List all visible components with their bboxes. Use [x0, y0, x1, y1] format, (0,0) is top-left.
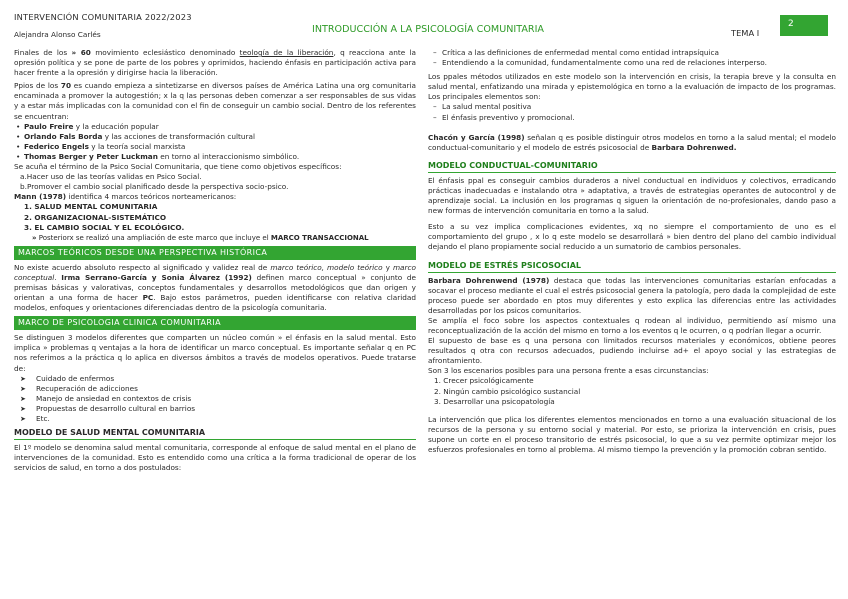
list-item: ➤ Recuperación de adicciones	[14, 384, 416, 394]
page-number-badge: 2	[780, 15, 828, 36]
scenario-item: 1. Crecer psicológicamente	[434, 376, 534, 386]
paragraph-primer-modelo: El 1º modelo se denomina salud mental comunitaria, corresponde al enfoque de salud mental en el plano de intervenciones de la comunidad. Esto es entendido como una crítica a la forma tradicional de operar de los servicios de salud, en torno a dos postulados:	[14, 443, 416, 473]
elementos-list	[428, 102, 836, 122]
paragraph-seventies: Ppios de los 70 es cuando empieza a sintetizarse en diversos países de América Latina una org comunitaria encaminada a promover la autogestión; x la q las personas deben comenzar a ser responsables de sus vidas y a estar más implicadas con la comunidad con el fin de conseguir un cambio social. Dentro de los referentes se encuentran:	[14, 81, 416, 121]
postulados-list	[428, 48, 836, 68]
subheading-estres: MODELO DE ESTRÉS PSICOSOCIAL	[428, 260, 836, 273]
list-item: – Entendiendo a la comunidad, fundamentalmente como una red de relaciones interperso.	[428, 58, 836, 68]
subheading-salud-mental: MODELO DE SALUD MENTAL COMUNITARIA	[14, 427, 416, 440]
list-item: ➤ Etc.	[14, 414, 416, 424]
list-item: • Paulo Freire y la educación popular	[14, 122, 416, 132]
list-item: • Federico Engels y la teoría social marxista	[14, 142, 416, 152]
list-item: ➤ Manejo de ansiedad en contextos de crisis	[14, 394, 416, 404]
paragraph-metodos: Los ppales métodos utilizados en este modelo son la intervención en crisis, la terapia breve y la consulta en salud mental, enfatizando una mirada y epistemológica en torno a la evaluación de impacto de los programas. Los principales elementos son:	[428, 72, 836, 102]
paragraph-transaccional: » Posteriorx se realizó una ampliación de este marco que incluye el MARCO TRANSACCIONAL	[32, 233, 369, 242]
scenario-item: 3. Desarrollar una psicopatología	[434, 396, 555, 406]
paragraph-chacon: Chacón y García (1998) señalan q es posible distinguir otros modelos en torno a la salud mental; el modelo conductual-comunitario y el modelo de estrés psicosocial de Barbara Dohrenwed.	[428, 132, 836, 152]
paragraph-complicaciones: Esto a su vez implica complicaciones evidentes, xq no siempre el comportamiento de uno es el comportamiento del grupo , x lo q este modelo se desarrollará » bien dentro del plano del cambio individual dejando el plano propiamente social reducido a un sumatorio de cambios personales.	[428, 222, 836, 252]
marco-item: 1. SALUD MENTAL COMUNITARIA	[24, 202, 158, 212]
list-item: ➤ Propuestas de desarrollo cultural en barrios	[14, 404, 416, 414]
right-column	[428, 48, 836, 455]
paragraph-conductual: El énfasis ppal es conseguir cambios duraderos a nivel conductual en individuos y colectivos, erradicando prácticas inadecuadas e instalando otra » adaptativa, a través de estrategias operantes de autocontrol y de aprendizaje social. La inclusión en los programas q siguen la orientación de no-profesionales, dando paso a new formas de intervención comunitaria en torno a la salud.	[428, 175, 836, 216]
objective-b: b.Promover el cambio social planificado desde la perspectiva socio-psico.	[20, 182, 289, 192]
scenario-item: 2. Ningún cambio psicológico sustancial	[434, 386, 581, 396]
marco-item: 3. EL CAMBIO SOCIAL Y EL ECOLÓGICO.	[24, 222, 185, 232]
operative-list	[14, 374, 416, 424]
paragraph-objectives: Se acuña el término de la Psico Social Comunitaria, que tiene como objetivos específicos:	[14, 162, 342, 172]
section-bar-marcos: MARCOS TEÓRICOS DESDE UNA PERSPECTIVA HISTÓRICA	[14, 246, 416, 260]
list-item: – La salud mental positiva	[428, 102, 836, 112]
referents-list	[14, 122, 416, 162]
list-item: – El énfasis preventivo y promocional.	[428, 113, 836, 123]
paragraph-tres-modelos: Se distinguen 3 modelos diferentes que comparten un núcleo común » el énfasis en la salud mental. Esto implica » problemas q ventajas a la hora de identificar un marco conceptual. Es importante señalar q en PC nos referimos a la práctica q lo aplica en diversos ámbitos a través de modelos operativos. Puede tratarse de:	[14, 333, 416, 373]
paragraph-escenarios: Son 3 los escenarios posibles para una persona frente a esas circunstancias:	[428, 366, 709, 376]
paragraph-supuesto: El supuesto de base es q una persona con limitados recursos materiales y económicos, obtiene peores resultados q otra con recursos adecuados, pudiendo incluirse ad+ el apoyo social y las estrategias de afrontamiento.	[428, 336, 836, 366]
tema-label: TEMA I	[731, 28, 760, 38]
subheading-conductual: MODELO CONDUCTUAL-COMUNITARIO	[428, 160, 836, 173]
course-title: INTERVENCIÓN COMUNITARIA 2022/2023	[14, 12, 192, 22]
paragraph-dohrenwend: Barbara Dohrenwend (1978) destaca que todas las intervenciones comunitarias estarían enfocadas a socavar el proceso mediante el cual el estrés psicosocial genera la patología, pero dada la complejidad de este proceso puede ser abordado en ptos muy diferentes y esto explica las diferencias entre las actividades desarrolladas por los psicos comunitarios.	[428, 275, 836, 315]
marco-item: 2. ORGANIZACIONAL-SISTEMÁTICO	[24, 212, 167, 222]
paragraph-liberation: Finales de los » 60 movimiento eclesiástico denominado teología de la liberación, q reacciona ante la opresión política y se pone de parte de los pobres y oprimidos, haciendo énfasis en participación activa para hacer frente a la opresión y dirigirse hacia la liberación.	[14, 48, 416, 78]
left-column	[14, 48, 416, 473]
paragraph-mann: Mann (1978) identifica 4 marcos teóricos norteamericanos:	[14, 192, 237, 202]
list-item: – Crítica a las definiciones de enfermedad mental como entidad intrapsíquica	[428, 48, 836, 58]
objective-a: a.Hacer uso de las teorías validas en Psico Social.	[20, 172, 202, 182]
section-bar-clinica: MARCO DE PSICOLOGIA CLINICA COMUNITARIA	[14, 316, 416, 330]
paragraph-intervencion: La intervención que plica los diferentes elementos mencionados en torno a una evaluación situacional de los recursos de la persona y su entorno social y material. Por esto, se prioriza la intervención en crisis, pues supone un corte en el proceso transitorio de estrés psicosocial, lo que a su vez permite optimizar mejor los esfuerzos profesionales en torno al problema. Al mismo tiempo la prevención y la promoción cobran sentido.	[428, 414, 836, 454]
list-item: ➤ Cuidado de enfermos	[14, 374, 416, 384]
list-item: • Orlando Fals Borda y las acciones de transformación cultural	[14, 132, 416, 142]
list-item: • Thomas Berger y Peter Luckman en torno al interaccionismo simbólico.	[14, 152, 416, 162]
page-title: INTRODUCCIÓN A LA PSICOLOGÍA COMUNITARIA	[312, 24, 544, 35]
paragraph-contextuales: Se amplía el foco sobre los aspectos contextuales q rodean al individuo, permitiendo así mismo una reconceptualización de la acción del mismo en torno a los eventos q le ocurren, o q podrían llegar a ocurrir.	[428, 315, 836, 335]
author-name: Alejandra Alonso Carlés	[14, 30, 101, 39]
paragraph-marco-conceptual: No existe acuerdo absoluto respecto al significado y validez real de marco teórico, modelo teórico y marco conceptual. Irma Serrano-García y Sonia Álvarez (1992) definen marco conceptual » conjunto de premisas básicas y valorativas, conceptos fundamentales y desarrollos metodológicos que dan origen y orientan a una forma de hacer PC. Bajo estos parámetros, pueden identificarse con relativa claridad modelos, enfoques y orientaciones diferenciadas dentro de la psicología comunitaria.	[14, 262, 417, 313]
